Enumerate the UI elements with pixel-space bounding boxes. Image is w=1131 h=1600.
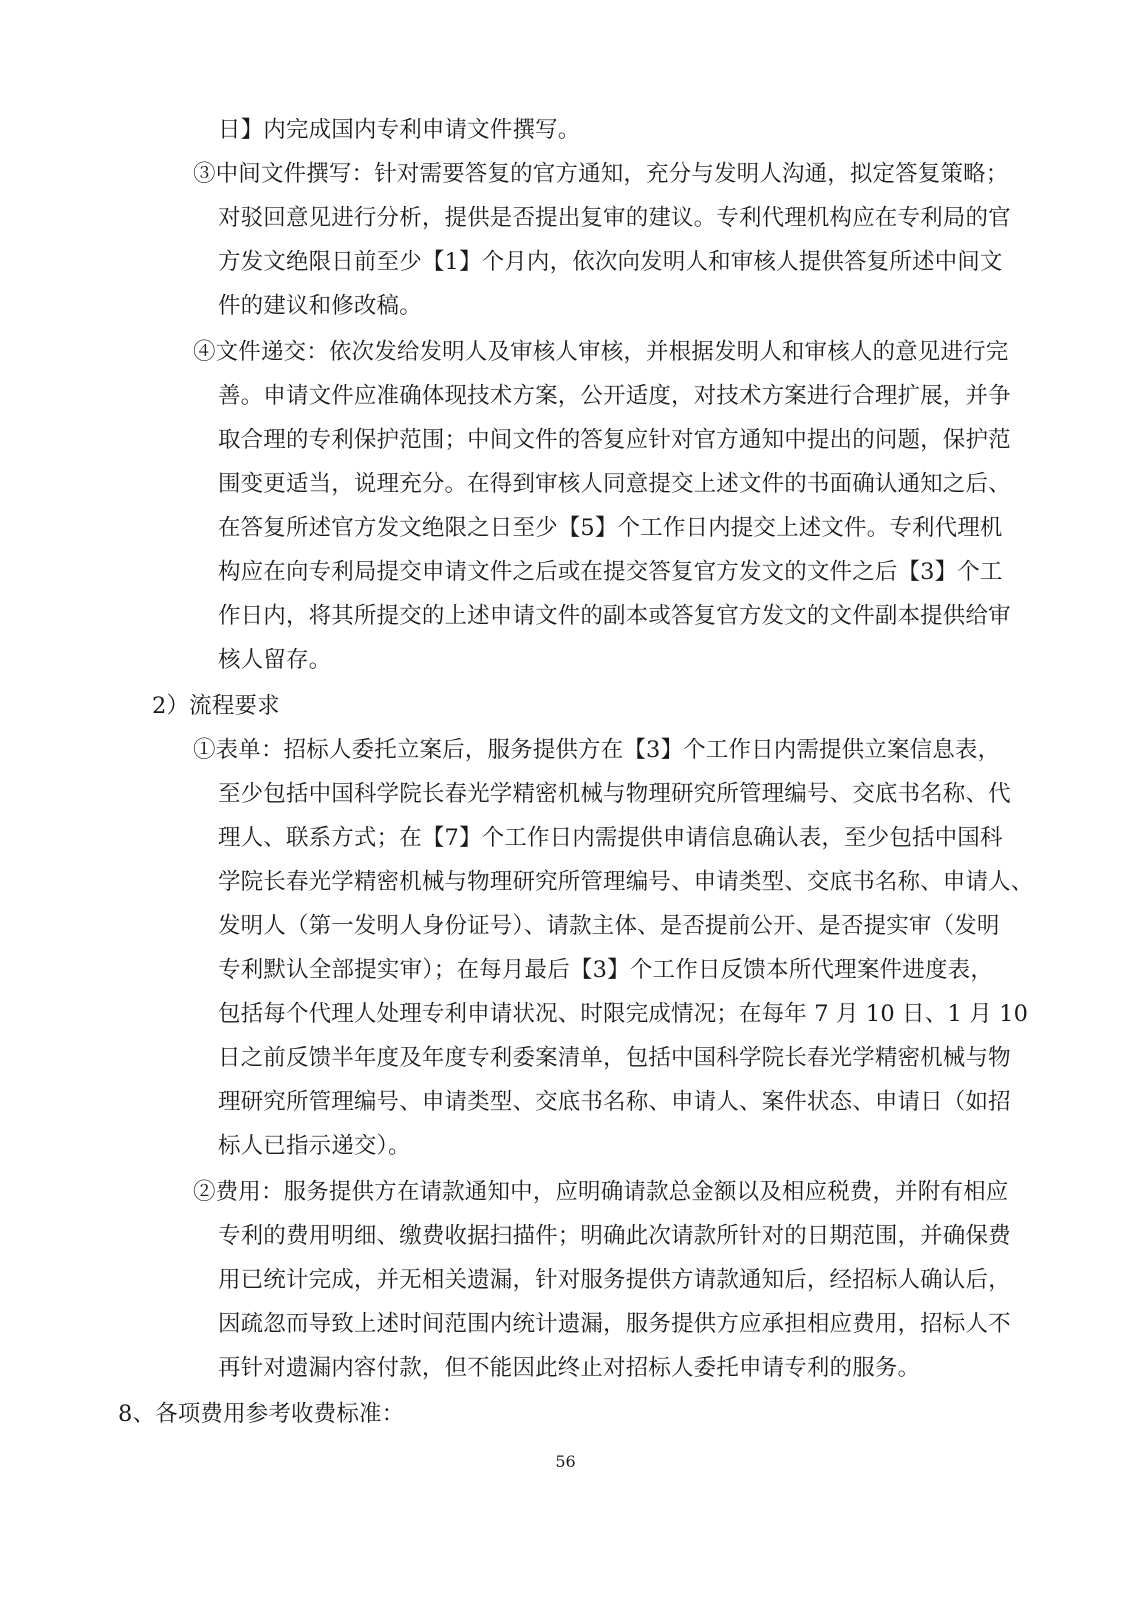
- paragraph-line: 学院长春光学精密机械与物理研究所管理编号、申请类型、交底书名称、申请人、: [218, 869, 1034, 895]
- paragraph-line: 理研究所管理编号、申请类型、交底书名称、申请人、案件状态、申请日（如招: [218, 1089, 1011, 1115]
- section-heading: 8、各项费用参考收费标准：: [118, 1401, 405, 1427]
- paragraph-line: 方发文绝限日前至少【1】个月内，依次向发明人和审核人提供答复所述中间文: [218, 249, 1003, 275]
- paragraph-line: 标人已指示递交）。: [218, 1133, 411, 1159]
- paragraph-line: ④文件递交：依次发给发明人及审核人审核，并根据发明人和审核人的意见进行完: [193, 339, 1009, 365]
- paragraph-line: 围变更适当，说理充分。在得到审核人同意提交上述文件的书面确认通知之后、: [218, 471, 1011, 497]
- paragraph-line: 构应在向专利局提交申请文件之后或在提交答复官方发文的文件之后【3】个工: [218, 559, 1003, 585]
- paragraph-line: 核人留存。: [218, 647, 332, 673]
- paragraph-line: 因疏忽而导致上述时间范围内统计遗漏，服务提供方应承担相应费用，招标人不: [218, 1311, 1011, 1337]
- paragraph-line: ①表单：招标人委托立案后，服务提供方在【3】个工作日内需提供立案信息表，: [193, 737, 1001, 763]
- paragraph-line: 日】内完成国内专利申请文件撰写。: [218, 117, 581, 143]
- paragraph-line: 取合理的专利保护范围；中间文件的答复应针对官方通知中提出的问题，保护范: [218, 427, 1011, 453]
- paragraph-line: 包括每个代理人处理专利申请状况、时限完成情况；在每年 7 月 10 日、1 月 10: [218, 1001, 1029, 1027]
- paragraph-line: 用已统计完成，并无相关遗漏，针对服务提供方请款通知后，经招标人确认后，: [218, 1267, 1011, 1293]
- paragraph-line: 在答复所述官方发文绝限之日至少【5】个工作日内提交上述文件。专利代理机: [218, 515, 1003, 541]
- paragraph-line: 发明人（第一发明人身份证号）、请款主体、是否提前公开、是否提实审（发明: [218, 913, 1000, 939]
- paragraph-line: ②费用：服务提供方在请款通知中，应明确请款总金额以及相应税费，并附有相应: [193, 1179, 1009, 1205]
- section-heading: 2）流程要求: [152, 693, 280, 719]
- paragraph-line: 再针对遗漏内容付款，但不能因此终止对招标人委托申请专利的服务。: [218, 1355, 921, 1381]
- paragraph-line: 件的建议和修改稿。: [218, 293, 422, 319]
- page-number: 56: [555, 1452, 576, 1471]
- paragraph-line: 善。申请文件应准确体现技术方案，公开适度，对技术方案进行合理扩展，并争: [218, 383, 1011, 409]
- paragraph-line: 专利默认全部提实审）；在每月最后【3】个工作日反馈本所代理案件进度表，: [218, 957, 993, 983]
- paragraph-line: 至少包括中国科学院长春光学精密机械与物理研究所管理编号、交底书名称、代: [218, 781, 1011, 807]
- paragraph-line: 理人、联系方式；在【7】个工作日内需提供申请信息确认表，至少包括中国科: [218, 825, 1003, 851]
- paragraph-line: 对驳回意见进行分析，提供是否提出复审的建议。专利代理机构应在专利局的官: [218, 205, 1011, 231]
- paragraph-line: 专利的费用明细、缴费收据扫描件；明确此次请款所针对的日期范围，并确保费: [218, 1223, 1011, 1249]
- paragraph-line: ③中间文件撰写：针对需要答复的官方通知，充分与发明人沟通，拟定答复策略；: [193, 161, 1009, 187]
- paragraph-line: 日之前反馈半年度及年度专利委案清单，包括中国科学院长春光学精密机械与物: [218, 1045, 1011, 1071]
- paragraph-line: 作日内，将其所提交的上述申请文件的副本或答复官方发文的文件副本提供给审: [218, 603, 1011, 629]
